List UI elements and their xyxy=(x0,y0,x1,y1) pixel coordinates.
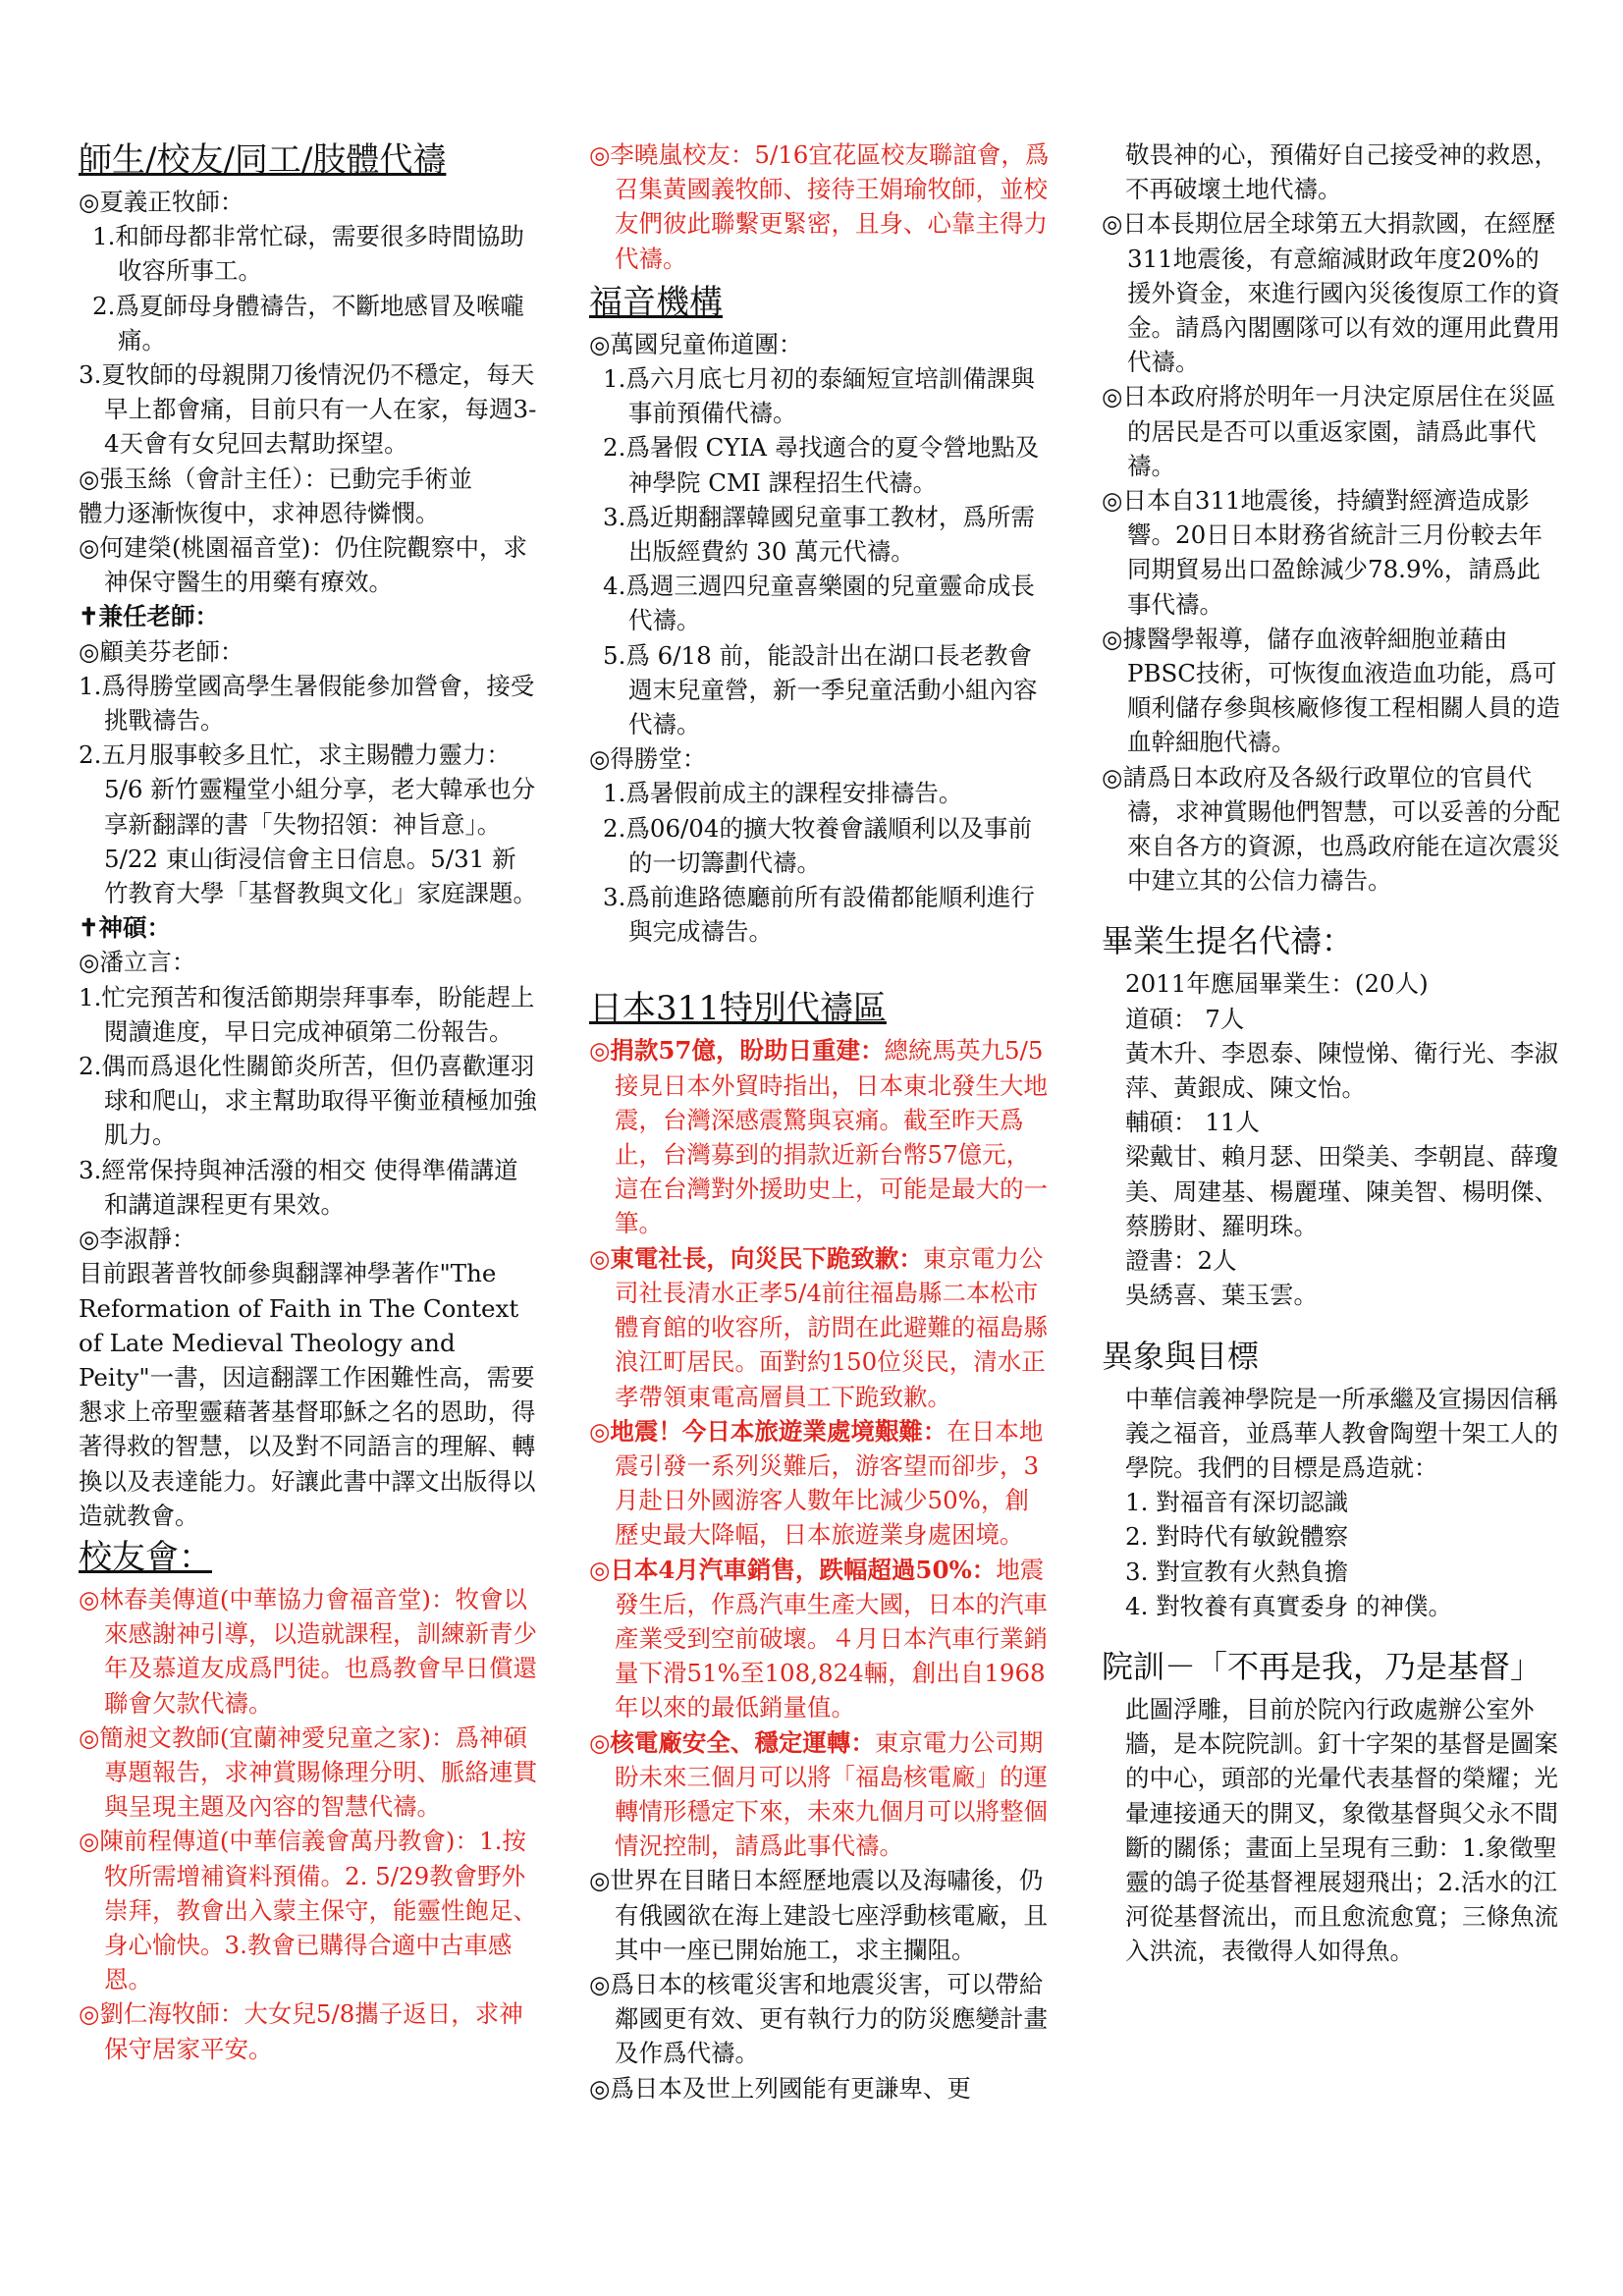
news-item xyxy=(589,1033,1051,1240)
motto-body: 此圖浮雕，目前於院內行政處辦公室外牆，是本院院訓。釘十字架的基督是圖案的中心，頭部的光暈代表基督的榮耀；光暈連接通天的開叉，象徵基督與父永不間斷的關係；畫面上呈現有三動：1.象徵聖靈的鴿子從基督裡展翅飛出；2.活水的江河從基督流出，而且愈流愈寬；三條魚流入洪流，表徵得人如得魚。 xyxy=(1125,1694,1558,1966)
vision-item: 1. 對福音有深切認識 xyxy=(1125,1488,1349,1517)
column-right xyxy=(1102,137,1563,1969)
vision-list xyxy=(1102,1485,1563,1623)
grad-line: 梁戴甘、賴月瑟、田榮美、李朝崑、薛瓊美、周建基、楊麗瑾、陳美智、楊明傑、蔡勝財、羅明珠。 xyxy=(1125,1142,1558,1240)
news-body: 在日本地震引發一系列災難后，游客望而卻步，3月赴日外國游客人數年比減少50%，創歷史最大降幅，日本旅遊業身處困境。 xyxy=(615,1416,1044,1550)
paragraph: 目前跟著普牧師參與翻譯神學著作"The Reformation of Faith in The Context of Late Medieval Theology and Peity"一書，因這翻譯工作困難性高，需要懇求上帝聖靈藉著基督耶穌之名的恩助，得著得救的智慧，以及對不同語言的理解、轉換以及表達能力。好讓此書中譯文出版得以造就教會。 xyxy=(79,1259,536,1530)
grad-line: 黃木升、李恩泰、陳愷悌、衛行光、李淑萍、黃銀成、陳文怡。 xyxy=(1125,1038,1558,1103)
vision-intro: 中華信義神學院是一所承繼及宣揚因信稱義之福音，並爲華人教會陶塑十架工人的學院。我們的目標是爲造就： xyxy=(1125,1384,1558,1482)
section-heading-japan: 日本311特別代禱區 xyxy=(589,989,887,1029)
list-item: 2.五月服事較多且忙，求主賜體力靈力：5/6 新竹靈糧堂小組分享，老大韓承也分享新翻譯的書「失物招領：神旨意」。5/22 東山街浸信會主日信息。5/31 新竹教育大學「基督教與文化」家庭課題。 xyxy=(79,740,537,908)
section-heading-prayer: 師生/校友/同工/肢體代禱 xyxy=(79,140,447,180)
section-heading-motto: 院訓－「不再是我，乃是基督」 xyxy=(1102,1647,1542,1685)
list-item: 3.夏牧師的母親開刀後情況仍不穩定，每天早上都會痛，目前只有一人在家，每週3-4天會有女兒回去幫助探望。 xyxy=(79,360,537,459)
news-headline: ◎東電社長，向災民下跪致歉： xyxy=(589,1243,923,1273)
news-body: 東京電力公司社長清水正孝5/4前往福島縣二本松市體育館的收容所，訪問在此避難的福島縣浪江町居民。面對約150位災民，清水正孝帶領東電高層員工下跪致歉。 xyxy=(615,1243,1048,1411)
column-middle xyxy=(589,137,1051,2105)
person-title: ◎潘立言： xyxy=(79,948,196,977)
news-body: 東京電力公司期盼未來三個月可以將「福島核電廠」的運轉情形穩定下來，未來九個月可以將整個情況控制，請爲此事代禱。 xyxy=(615,1727,1048,1861)
list-item: 2.爲暑假 CYIA 尋找適合的夏令營地點及神學院 CMI 課程招生代禱。 xyxy=(603,433,1040,497)
section-heading-alumni: 校友會： xyxy=(79,1537,212,1577)
person-title: ◎張玉絲（會計主任）：已動完手術並 xyxy=(79,464,473,493)
grad-line: 2011年應屆畢業生：(20人) xyxy=(1125,969,1429,999)
list-item: 5.爲 6/18 前，能設計出在湖口長老教會週末兒童營，新一季兒童活動小組內容代禱。 xyxy=(603,640,1038,739)
prayer-item: ◎請爲日本政府及各級行政單位的官員代禱，求神賞賜他們智慧，可以妥善的分配來自各方的資源，也爲政府能在這次震災中建立其的公信力禱告。 xyxy=(1102,762,1560,896)
prayer-item: ◎據醫學報導，儲存血液幹細胞並藉由PBSC技術，可恢復血液造血功能，爲可順利儲存參與核廠修復工程相關人員的造血幹細胞代禱。 xyxy=(1102,624,1560,757)
section-heading-gospel: 福音機構 xyxy=(589,282,723,322)
category-title: ✝神碩： xyxy=(79,913,172,943)
list-item: 2.偶而爲退化性關節炎所苦，但仍喜歡運羽球和爬山，求主幫助取得平衡並積極加強肌力。 xyxy=(79,1052,537,1150)
section-heading-vision: 異象與目標 xyxy=(1102,1337,1260,1375)
grad-line: 吳綉喜、葉玉雲。 xyxy=(1125,1281,1318,1310)
list-item: 1.忙完預苦和復活節期崇拜事奉，盼能趕上閱讀進度，早日完成神碩第二份報告。 xyxy=(79,982,535,1046)
news-headline: ◎地震！今日本旅遊業處境艱難： xyxy=(589,1416,947,1446)
alumni-item: ◎劉仁海牧師：大女兒5/8攜子返日，求神保守居家平安。 xyxy=(79,1999,523,2063)
list-item: 3.經常保持與神活潑的相交 使得準備講道和講道課程更有果效。 xyxy=(79,1155,518,1219)
list-item: 1.爲暑假前成主的課程安排禱告。 xyxy=(603,779,963,808)
person-title: ◎顧美芬老師： xyxy=(79,636,244,666)
news-item xyxy=(589,1414,1051,1553)
section-heading-graduates: 畢業生提名代禱： xyxy=(1102,922,1354,960)
grad-line: 輔碩： 11人 xyxy=(1125,1108,1260,1137)
category-title: ✝兼任老師： xyxy=(79,602,220,631)
list-item: 1.爲得勝堂國高學生暑假能參加營會，接受挑戰禱告。 xyxy=(79,671,535,736)
list-item: 體力逐漸恢復中，求神恩待憐憫。 xyxy=(79,498,440,527)
vision-item: 3. 對宣教有火熱負擔 xyxy=(1125,1557,1349,1586)
person-title: ◎李淑靜： xyxy=(79,1225,196,1254)
graduates-list xyxy=(1102,966,1563,1312)
list-item: 3.爲前進路德廳前所有設備都能順利進行與完成禱告。 xyxy=(603,883,1035,947)
news-item xyxy=(589,1241,1051,1414)
org-title: ◎萬國兒童佈道團： xyxy=(589,329,803,358)
list-item: 1.和師母都非常忙碌，需要很多時間協助收容所事工。 xyxy=(92,222,524,286)
grad-line: 道碩： 7人 xyxy=(1125,1004,1245,1033)
news-headline: ◎日本4月汽車銷售，跌幅超過50%： xyxy=(589,1555,997,1584)
prayer-item: ◎爲日本及世上列國能有更謙卑、更 xyxy=(589,2073,971,2103)
news-item xyxy=(589,1725,1051,1864)
alumni-item: ◎簡昶文教師(宜蘭神愛兒童之家)：爲神碩專題報告，求神賞賜條理分明、脈絡連貫與呈現主題及內容的智慧代禱。 xyxy=(79,1722,537,1822)
list-item: 4.爲週三週四兒童喜樂園的兒童靈命成長代禱。 xyxy=(603,572,1035,635)
prayer-item: ◎日本長期位居全球第五大捐款國，在經歷311地震後，有意縮減財政年度20%的援外資金，來進行國內災後復原工作的資金。請爲內閣團隊可以有效的運用此費用代禱。 xyxy=(1102,209,1560,377)
person-title: ◎何建榮(桃園福音堂)：仍住院觀察中，求神保守醫生的用藥有療效。 xyxy=(79,533,527,597)
vision-item: 4. 對牧養有真實委身 的神僕。 xyxy=(1125,1591,1452,1620)
news-body: 地震發生后，作爲汽車生產大國，日本的汽車產業受到空前破壞。４月日本汽車行業銷量下滑51%至108,824輛，創出自1968年以來的最低銷量值。 xyxy=(615,1555,1048,1722)
list-item: 3.爲近期翻譯韓國兒童事工教材，爲所需出版經費約 30 萬元代禱。 xyxy=(603,502,1035,567)
news-body: 總統馬英九5/5接見日本外貿時指出，日本東北發生大地震，台灣深感震驚與哀痛。截至昨天爲止，台灣募到的捐款近新台幣57億元，這在台灣對外援助史上，可能是最大的一筆。 xyxy=(615,1036,1048,1238)
alumni-item: ◎林春美傳道(中華協力會福音堂)：牧會以來感謝神引導，以造就課程，訓練新青少年及慕道友成爲門徒。也爲教會早日償還聯會欠款代禱。 xyxy=(79,1584,537,1718)
news-headline: ◎捐款57億，盼助日重建： xyxy=(589,1036,885,1066)
alumni-item: ◎陳前程傳道(中華信義會萬丹教會)：1.按牧所需增補資料預備。2. 5/29教會野外崇拜，教會出入蒙主保守，能靈性飽足、身心愉快。3.教會已購得合適中古車感恩。 xyxy=(79,1827,537,1995)
list-item: 1.爲六月底七月初的泰緬短宣培訓備課與事前預備代禱。 xyxy=(603,364,1035,428)
vision-item: 2. 對時代有敏銳體察 xyxy=(1125,1522,1349,1552)
prayer-item: ◎世界在目睹日本經歷地震以及海嘯後，仍有俄國欲在海上建設七座浮動核電廠，且其中一座已開始施工，求主攔阻。 xyxy=(589,1866,1048,1964)
prayer-item: ◎日本政府將於明年一月決定原居住在災區的居民是否可以重返家園，請爲此事代禱。 xyxy=(1102,382,1556,480)
news-headline: ◎核電廠安全、穩定運轉： xyxy=(589,1727,875,1757)
grad-line: 證書：2人 xyxy=(1125,1246,1237,1276)
org-title: ◎得勝堂： xyxy=(589,744,707,774)
prayer-item: ◎日本自311地震後，持續對經濟造成影響。20日日本財務省統計三月份較去年同期貿易出口盈餘減少78.9%，請爲此事代禱。 xyxy=(1102,486,1543,619)
news-item xyxy=(589,1553,1051,1725)
prayer-item: ◎爲日本的核電災害和地震災害，可以帶給鄰國更有效、更有執行力的防災應變計畫及作爲代禱。 xyxy=(589,1969,1048,2068)
person-title: ◎夏義正牧師： xyxy=(79,188,244,216)
list-item: 2.爲夏師母身體禱告，不斷地感冒及喉嚨痛。 xyxy=(92,291,524,355)
prayer-item: 敬畏神的心，預備好自己接受神的救恩，不再破壞土地代禱。 xyxy=(1125,140,1558,204)
list-item: 2.爲06/04的擴大牧養會議順利以及事前的一切籌劃代禱。 xyxy=(603,813,1032,877)
alumni-item: ◎李曉嵐校友：5/16宜花區校友聯誼會，爲召集黃國義牧師、接待王娟瑜牧師，並校友們彼此聯繫更緊密，且身、心靠主得力代禱。 xyxy=(589,140,1050,273)
column-left xyxy=(79,137,540,2066)
